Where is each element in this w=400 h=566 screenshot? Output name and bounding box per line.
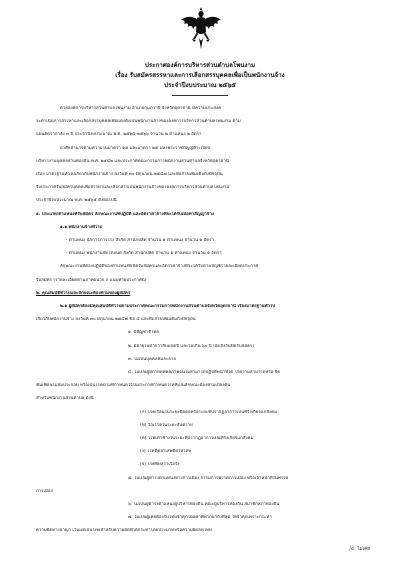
body-line: ๒.๑ ผู้สมัครต้องมีคุณสมบัติทั่วไปตามประกาศคณะกรรมการพนักงานส่วนตำบลจังหวัดอุดรธานี เรื่องมาตรฐานทั่วไป: [60, 304, 276, 309]
body-line: ประจำปีงบประมาณ พ.ศ. ๒๕๖๕ ดังต่อไปนี้: [36, 198, 117, 204]
body-line: ๒. คุณสมบัติทั่วไปและลักษณะต้องห้ามของผู้สมัคร: [36, 290, 131, 296]
body-line: เกี่ยวกับพนักงานจ้าง ลงวันที่ ๓๐ มิถุนายน ๒๕๔๗ ข้อ ๔ และที่แก้ไขเพิ่มเติมถึงปัจจุบัน: [36, 317, 196, 323]
body-line: แผนอัตรากำลัง ๓ ปี ประจำปีงบประมาณ พ.ศ. ๒๕๖๔-๒๕๖๖ จำนวน ๒ ตำแหน่ง ๒ อัตรา: [36, 132, 202, 138]
body-line: รับสมัคร (รายละเอียดตามภาคผนวก ก แนบท้ายประกาศนี้): [36, 277, 147, 283]
body-line: บริหารงานบุคคลส่วนท้องถิ่น พ.ศ. ๒๕๔๒ และประกาศคณะกรรมการพนักงานส่วนตำบลจังหวัดอุดรธานี: [36, 158, 229, 164]
body-line: เรื่อง มาตรฐานทั่วไปเกี่ยวกับพนักงานจ้าง ลงวันที่ ๓๐ มิถุนายน ๒๕๔๗ และที่แก้ไขเพิ่มเติมถึงปัจจุบัน: [36, 172, 223, 177]
body-line: ๒. มีอายุไม่ต่ำกว่าสิบแปดปี และไม่เกิน ๖๐ ปี (นับถึงวันปิดรับสมัคร): [128, 343, 255, 349]
doc-title-line-1: ประกาศองค์การบริหารส่วนตำบลโพนงาม: [144, 62, 256, 69]
body-line: ความผิดทางอาญา เว้นแต่เป็นโทษสำหรับความผิดที่ได้กระทำโดยประมาทหรือความผิดลหุโทษ: [36, 528, 212, 534]
page-continuation: /๔. ไม่เคย: [349, 547, 370, 552]
body-line: (ข) วัณโรคในระยะอันตราย: [140, 422, 193, 428]
doc-title-line-3: ประจำปีงบประมาณ ๒๕๖๕: [164, 82, 236, 89]
body-line: (ค) โรคเท้าช้างในระยะที่ปรากฏอาการเป็นที่รังเกียจแก่สังคม: [140, 436, 254, 441]
body-line: - ตำแหน่ง นักการภารโรง สังกัด สำนักปลัด จำนวน ๑ ตำแหน่ง จำนวน ๑ อัตรา: [66, 238, 214, 243]
body-line: จะดำเนินการสรรหาและเลือกสรรบุคคลเพื่อแต่งตั้งเป็นพนักงานจ้างขององค์การบริหารส่วนตำบลโพนงาม ตาม: [36, 119, 241, 125]
body-line: ๗. ไม่เป็นผู้เคยต้องรับโทษจำคุกโดยคำพิพากษาถึงที่สุด ให้จำคุกเพราะกระทำ: [128, 515, 272, 521]
body-line: ๓. ไม่เป็นบุคคลล้มละลาย: [128, 356, 176, 362]
body-line: จึงประกาศรับสมัครบุคคลเพื่อสรรหาและเลือกสรรเป็นพนักงานจ้างขององค์การบริหารส่วนตำบลโพนงาม: [36, 185, 230, 191]
body-line: (ง) โรคติดยาเสพติดให้โทษ: [140, 449, 192, 455]
body-line: สำหรับพนักงานส่วนตำบล ดังนี้: [36, 396, 94, 402]
body-line: ด้วยองค์การบริหารส่วนตำบลโพนงาม อำเภอกุมภวาปี จังหวัดอุดรธานี มีความประสงค์: [60, 106, 221, 111]
body-line: ฟั่นเฟือนไม่สมประกอบ หรือเป็นโรคตามที่กำหนดไว้ในประกาศกำหนดโรคที่เป็นลักษณะต้องห้ามเบื้องต้น: [36, 383, 231, 389]
doc-title-line-2: เรื่อง รับสมัครสรรหาและการเลือกสรรบุคคลเพื่อเป็นพนักงานจ้าง: [115, 72, 285, 79]
title-divider: [172, 95, 228, 96]
body-line: - ตำแหน่ง พนักงานขับรถยนต์ สังกัด สำนักปลัด จำนวน ๑ ตำแหน่ง จำนวน ๑ อัตรา: [66, 251, 222, 257]
body-line: ๕. ไม่เป็นผู้ดำรงตำแหน่งทางการเมือง กรรมการพรรคการเมือง หรือเจ้าหน้าที่ในพรรค: [128, 475, 289, 481]
body-line: ๖. ไม่เป็นผู้ดำรงตำแหน่งผู้บริหารท้องถิ่น คณะผู้บริหารท้องถิ่น สมาชิกสภาท้องถิ่น: [128, 502, 280, 507]
body-line: ๑.๑ พนักงานจ้างทั่วไป: [60, 224, 103, 230]
garuda-emblem-icon: [180, 6, 222, 50]
body-line: อาศัยอำนาจตามความในมาตรา ๑๕ และมาตรา ๒๕ แห่งพระราชบัญญัติระเบียบ: [60, 145, 211, 151]
body-line: ๑. ประเภท/ตำแหน่งที่รับสมัคร ลักษณะงานที่ปฏิบัติ และอัตราค่าจ้างที่จะได้รับเมื่อทำสัญญาจ้าง: [36, 211, 214, 217]
body-line: ลักษณะงานที่ต้องปฏิบัติของตำแหน่งที่เปิดรับสมัครและอัตราค่าจ้างที่จะได้รับตามบัญชีรายละเอียดประกาศ: [60, 264, 259, 270]
body-line: (ก) โรคเรื้อนในระยะติดต่อหรือระยะที่ปรากฏอาการเป็นที่รังเกียจแก่สังคม: [140, 409, 277, 415]
body-line: ๑. มีสัญชาติไทย: [128, 330, 159, 336]
body-line: การเมือง: [36, 488, 53, 494]
body-line: (จ) โรคพิษสุราเรื้อรัง: [140, 462, 180, 468]
body-line: ๔. ไม่เป็นผู้มีกายทุพพลภาพจนไม่สามารถปฏิบัติหน้าที่ได้ ไร้ความสามารถหรือ จิต: [128, 370, 281, 375]
